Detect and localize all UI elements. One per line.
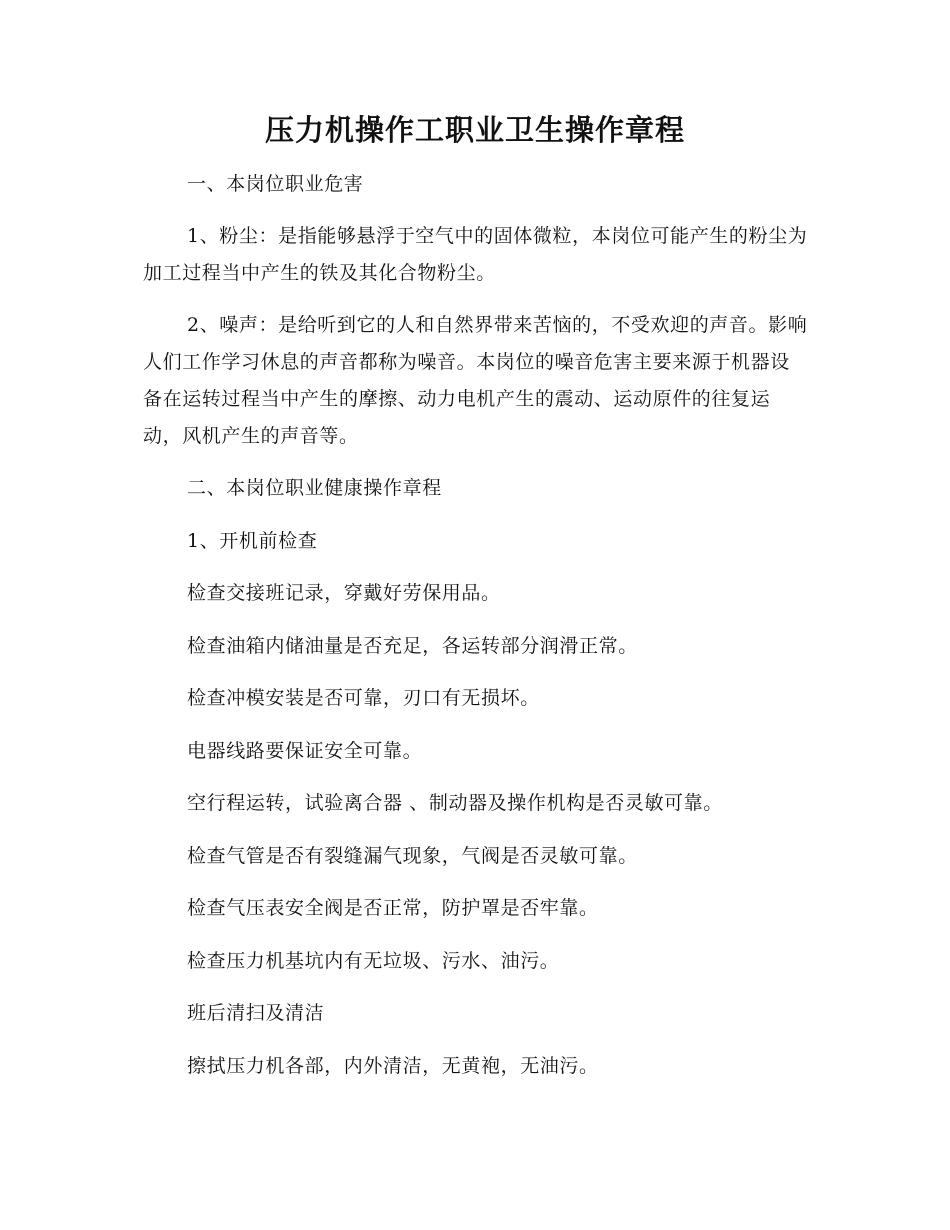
list-item: 检查油箱内储油量是否充足，各运转部分润滑正常。 xyxy=(187,635,638,657)
list-item: 检查气压表安全阀是否正常，防护罩是否牢靠。 xyxy=(187,897,599,919)
list-item: 检查冲模安装是否可靠，刃口有无损坏。 xyxy=(187,687,540,709)
list-item: 电器线路要保证安全可靠。 xyxy=(187,740,423,762)
list-item: 检查气管是否有裂缝漏气现象，气阀是否灵敏可靠。 xyxy=(187,845,638,867)
list-item: 擦拭压力机各部，内外清洁，无黄袍，无油污。 xyxy=(187,1055,599,1077)
section-heading-procedures: 二、本岗位职业健康操作章程 xyxy=(187,477,442,499)
document-title: 压力机操作工职业卫生操作章程 xyxy=(264,113,685,147)
list-item: 检查交接班记录，穿戴好劳保用品。 xyxy=(187,582,501,604)
subheading-pre-start-check: 1、开机前检查 xyxy=(187,530,318,552)
list-item: 空行程运转，试验离合器 、制动器及操作机构是否灵敏可靠。 xyxy=(187,792,723,814)
subheading-post-shift-cleaning: 班后清扫及清洁 xyxy=(187,1002,325,1024)
list-item: 检查压力机基坑内有无垃圾、污水、油污。 xyxy=(187,950,560,972)
paragraph-noise: 2、噪声：是给听到它的人和自然界带来苦恼的，不受欢迎的声音。影响人们工作学习休息的声音都称为噪音。本岗位的噪音危害主要来源于机器设备在运转过程当中产生的摩擦、动力电机产生的震动、运动原件的往复运动，风机产生的声音等。 xyxy=(143,314,808,447)
paragraph-dust: 1、粉尘：是指能够悬浮于空气中的固体微粒，本岗位可能产生的粉尘为加工过程当中产生的铁及其化合物粉尘。 xyxy=(143,225,808,284)
section-heading-hazards: 一、本岗位职业危害 xyxy=(187,173,364,195)
